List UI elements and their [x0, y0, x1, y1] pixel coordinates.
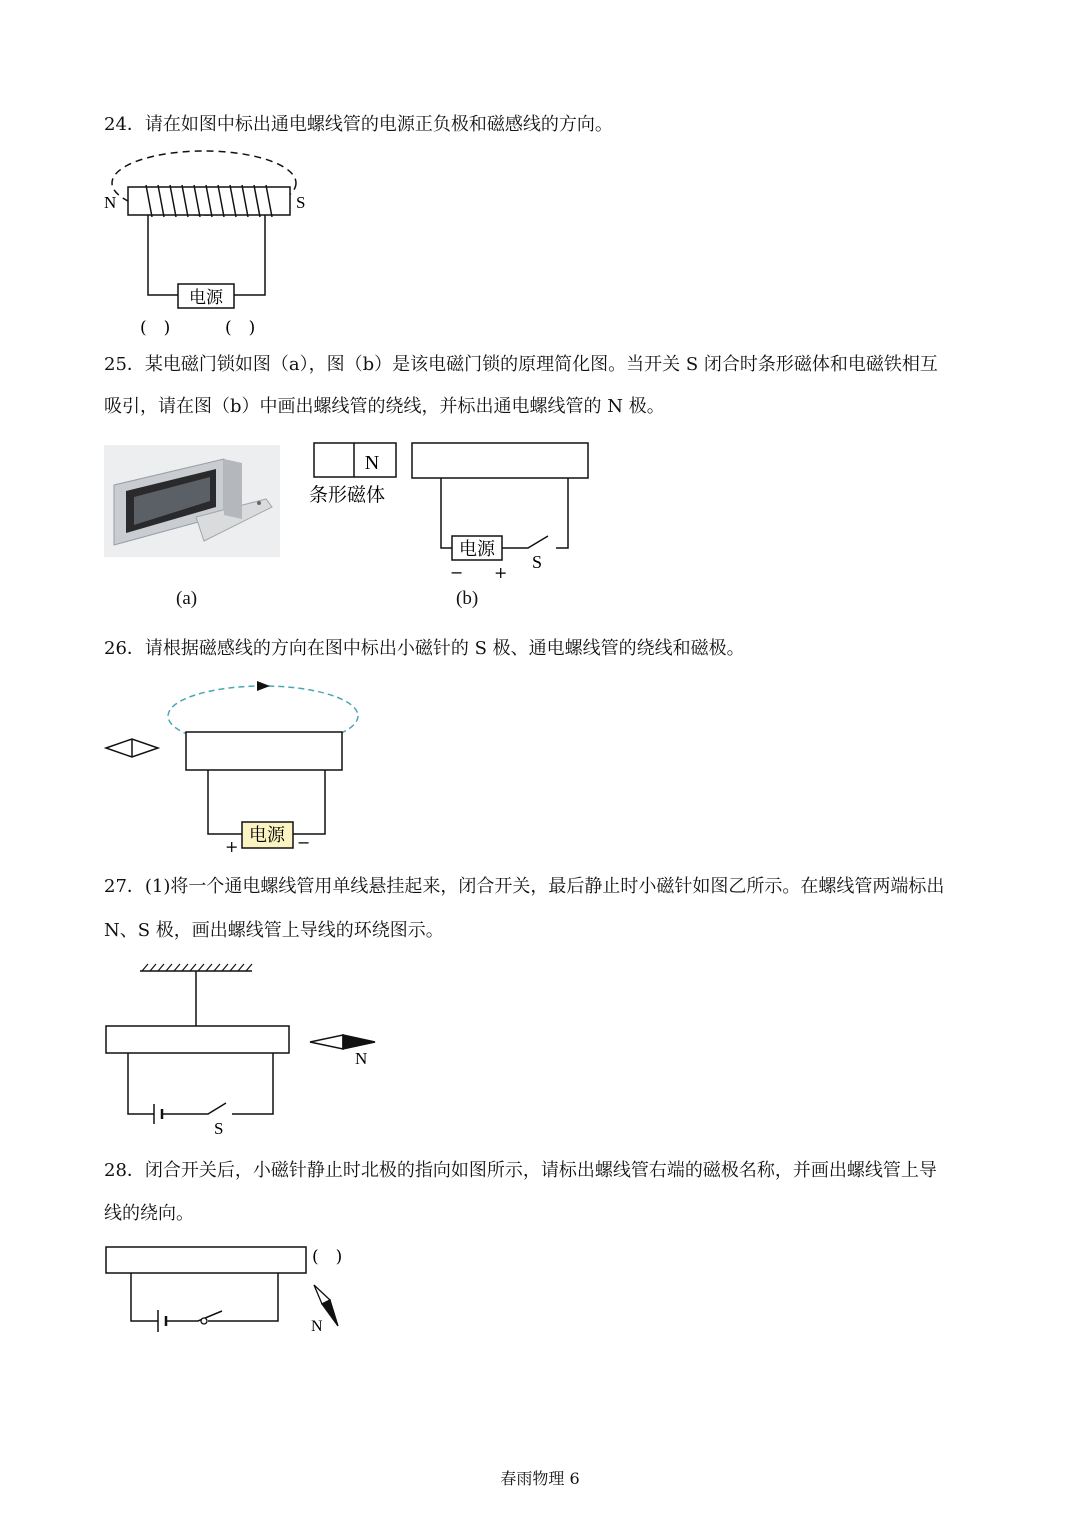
figure-24-solenoid-circuit [100, 145, 320, 345]
figure-25b-circuit [306, 438, 596, 588]
question-25-text-line2: 吸引，请在图（b）中画出螺线管的绕线，并标出通电螺线管的 N 极。 [104, 396, 665, 417]
solenoid [186, 732, 342, 770]
switch-label: S [214, 1119, 224, 1138]
caption-b: (b) [456, 588, 479, 609]
circuit-wire [128, 1053, 273, 1114]
magnet-label: 条形磁体 [309, 484, 386, 506]
magnet-n-label: N [364, 452, 380, 474]
figure-26-circuit [100, 678, 370, 858]
circuit-wire [131, 1273, 278, 1321]
caption-a: (a) [176, 588, 198, 609]
field-arrow [257, 681, 270, 691]
power-label: 电源 [189, 288, 223, 308]
label-s: S [296, 193, 306, 212]
electromagnet [412, 443, 588, 478]
compass-needle-black [322, 1300, 338, 1326]
minus-label: − [450, 563, 464, 582]
power-label: 电源 [459, 539, 495, 560]
page-footer: 春雨物理 6 [500, 1469, 580, 1488]
plus-label: + [494, 563, 508, 582]
figure-27-hanging-solenoid [100, 958, 390, 1138]
question-26-text: 26．请根据磁感线的方向在图中标出小磁针的 S 极、通电螺线管的绕线和磁极。 [104, 638, 745, 659]
question-27-text-line1: 27．(1)将一个通电螺线管用单线悬挂起来，闭合开关，最后静止时小磁针如图乙所示。在螺线管两端标出 [104, 876, 945, 897]
question-28-text-line2: 线的绕向。 [104, 1203, 194, 1224]
blank-left: ( ) [140, 318, 171, 338]
blank-right: ( ) [225, 318, 256, 338]
question-28-text-line1: 28．闭合开关后，小磁针静止时北极的指向如图所示，请标出螺线管右端的磁极名称，并画出螺线管上导 [104, 1160, 937, 1181]
solenoid [106, 1026, 289, 1053]
power-label: 电源 [249, 825, 285, 846]
plus-label: + [225, 837, 239, 856]
figure-25a-door-lock-photo [104, 445, 280, 557]
bar-magnet [314, 443, 396, 477]
solenoid [106, 1247, 306, 1273]
figure-28-circuit [100, 1240, 370, 1340]
question-25-text-line1: 25．某电磁门锁如图（a），图（b）是该电磁门锁的原理简化图。当开关 S 闭合时条形磁体和电磁铁相互 [104, 354, 938, 375]
switch-contact [201, 1318, 207, 1324]
switch-label: S [532, 552, 543, 572]
label-n: N [104, 193, 117, 212]
minus-label: − [297, 833, 311, 852]
question-24-text: 24．请在如图中标出通电螺线管的电源正负极和磁感线的方向。 [104, 114, 613, 135]
needle-n-label: N [311, 1318, 323, 1335]
circuit-wire [148, 215, 265, 295]
needle-n-label: N [355, 1049, 368, 1068]
ceiling-hatch [142, 964, 252, 971]
compass-needle-white [310, 1035, 343, 1049]
compass-needle-black [343, 1035, 375, 1049]
question-27-text-line2: N、S 极，画出螺线管上导线的环绕图示。 [104, 920, 444, 941]
blank-pole: ( ) [312, 1247, 343, 1267]
